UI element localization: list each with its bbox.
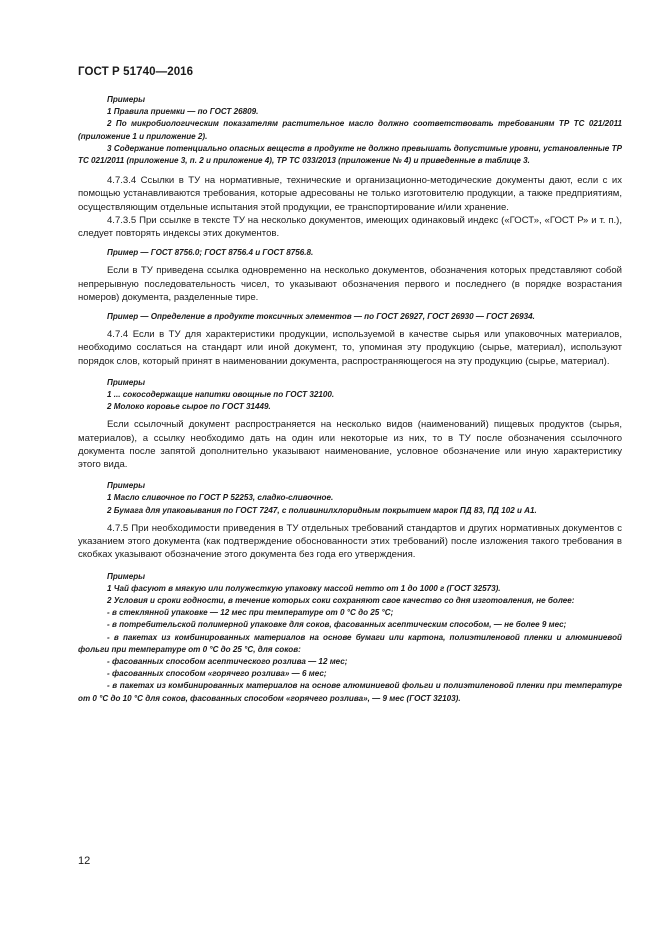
example-item: - фасованных способом «горячего розлива» — 6 мес; (107, 669, 327, 679)
example-item: Пример — ГОСТ 8756.0; ГОСТ 8756.4 и ГОСТ 8756.8. (107, 248, 314, 258)
examples-heading: Примеры (107, 377, 146, 387)
example-item: - фасованных способом асептического розлива — 12 мес; (107, 656, 348, 666)
paragraph-range-references: Если в ТУ приведена ссылка одновременно на несколько документов, обозначения которых представляют собой непрерывную последовательность чисел, то указывают обозначения первого и последнего (в порядке возрастания номеров) документа, разделенные тире. (78, 265, 622, 303)
page-content (78, 94, 622, 705)
examples-heading: Примеры (107, 571, 146, 581)
example-item: 1 ... сокосодержащие напитки овощные по ГОСТ 32100. (107, 390, 335, 400)
page-number: 12 (78, 855, 91, 867)
paragraph-multi-kind-references: Если ссылочный документ распространяется на несколько видов (наименований) пищевых продуктов (сырья, материалов), а ссылку необходимо дать на один или некоторые из них, то в ТУ после обозначения ссылочного документа после запятой дополнительно указывают наименование, условное обозначение или иную характеристику этого вида. (78, 419, 622, 471)
example-item: - в потребительской полимерной упаковке для соков, фасованных асептическим способом, — не более 9 мес; (107, 620, 567, 630)
example-item: 3 Содержание потенциально опасных веществ в продукте не должно превышать допустимые уровни, установленные ТР ТС 021/2011 (приложение 3, п. 2 и приложение 4), ТР ТС 033/2013 (приложение № 4) и приведенные в таблице 3. (78, 143, 622, 166)
example-item: 2 Условия и сроки годности, в течение которых соки сохраняют свое качество со дня изготовления, не более: (107, 595, 575, 605)
example-item: Пример — Определение в продукте токсичных элементов — по ГОСТ 26927, ГОСТ 26930 — ГОСТ 26934. (107, 312, 535, 322)
clause-4-7-3-5: 4.7.3.5 При ссылке в тексте ТУ на несколько документов, имеющих одинаковый индекс («ГОСТ», «ГОСТ Р» и т. п.), следует повторять индексы этих документов. (78, 214, 622, 240)
example-item: 1 Чай фасуют в мягкую или полужесткую упаковку массой нетто от 1 до 1000 г (ГОСТ 32573). (107, 583, 501, 593)
clause-4-7-5: 4.7.5 При необходимости приведения в ТУ отдельных требований стандартов и других нормативных документов с указанием этого документа (как подтверждение обоснованности этих требований) после изложения такого требования в скобках указывают обозначение этого документа без года его утверждения. (78, 522, 622, 561)
examples-heading: Примеры (107, 481, 146, 491)
example-item: - в стеклянной упаковке — 12 мес при температуре от 0 °С до 25 °С; (107, 608, 394, 618)
example-item: 2 Бумага для упаковывания по ГОСТ 7247, с поливинилхлоридным покрытием марок ПД 83, ПД 102 и А1. (107, 505, 537, 515)
examples-heading: Примеры (107, 95, 146, 104)
clause-4-7-3-4: 4.7.3.4 Ссылки в ТУ на нормативные, технические и организационно-методические документы дают, если с их помощью устанавливаются требования, которые адресованы не только изготовителю продукции, а также предприятиям, осуществляющим отдельные испытания этой продукции, ее транспортирование и/или хранение. (78, 175, 622, 213)
example-item: 2 По микробиологическим показателям растительное масло должно соответствовать требованиям ТР ТС 021/2011 (приложение 1 и приложение 2). (78, 119, 622, 141)
example-item: 2 Молоко коровье сырое по ГОСТ 31449. (107, 402, 271, 412)
clause-4-7-4: 4.7.4 Если в ТУ для характеристики продукции, используемой в качестве сырья или упаковочных материалов, необходимо сослаться на стандарт или иной документ, то, упоминая эту продукцию (сырье, материал), используют порядок слов, который принят в наименовании документа, распространяющегося на эту продукцию (сырье, материал). (78, 329, 622, 367)
example-item: - в пакетах из комбинированных материалов на основе бумаги или картона, полиэтиленовой пленки и алюминиевой фольги при температуре от 0 °С до 25 °С, для соков: (78, 632, 622, 654)
example-item: 1 Правила приемки — по ГОСТ 26809. (107, 107, 259, 117)
example-item: 1 Масло сливочное по ГОСТ Р 52253, сладко-сливочное. (107, 493, 334, 503)
document-header: ГОСТ Р 51740—2016 (78, 66, 194, 78)
example-item: - в пакетах из комбинированных материалов на основе алюминиевой фольги и полиэтиленовой пленки при температуре от 0 °С до 10 °С для соков, фасованных способом «горячего розлива», — 9 мес (ГОСТ 32103). (78, 681, 622, 703)
